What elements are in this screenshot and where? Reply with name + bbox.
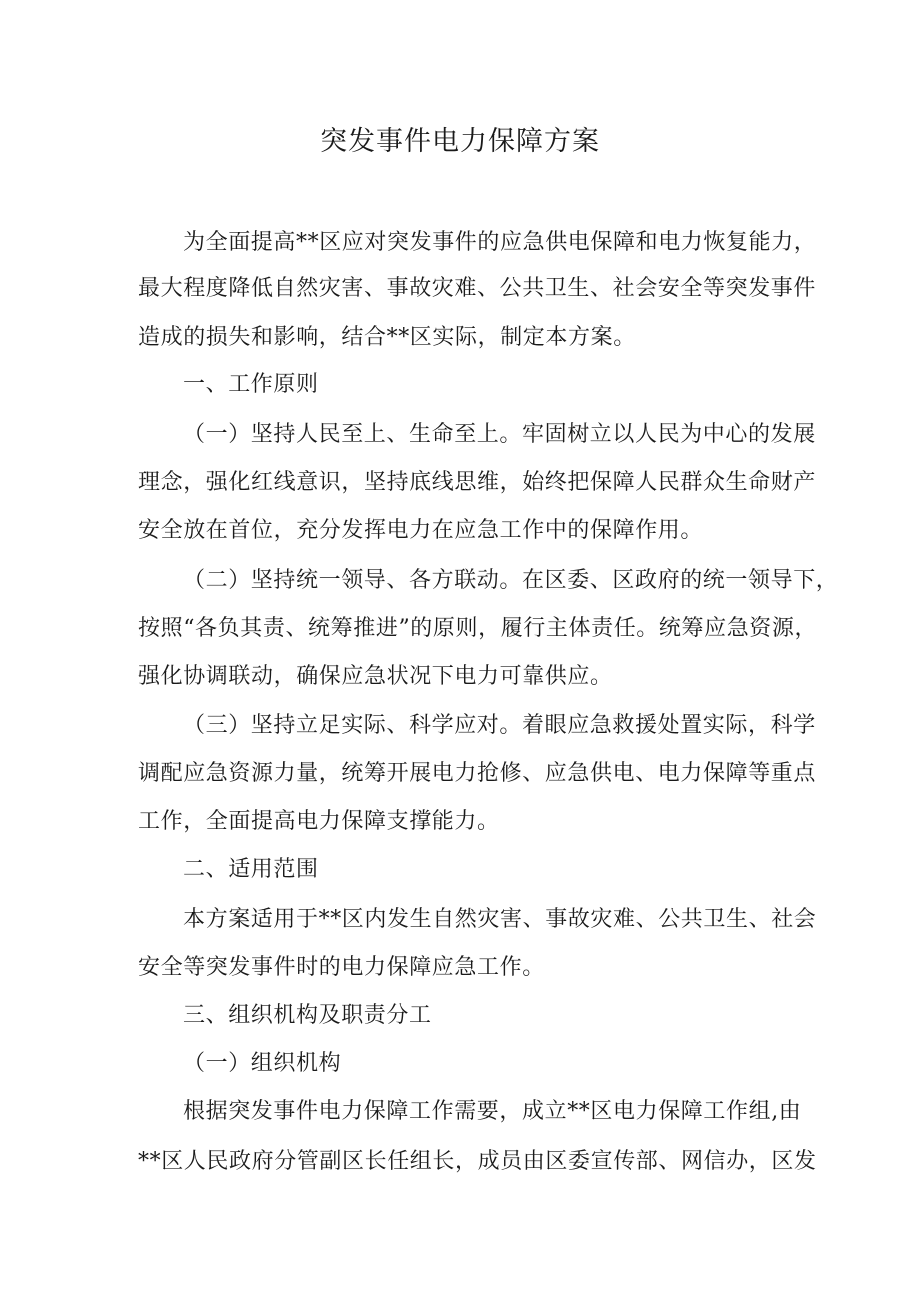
principle-1-line-2: 理念，强化红线意识，坚持底线思维，始终把保障人民群众生命财产 (138, 470, 817, 495)
principle-3-line-1: （三）坚持立足实际、科学应对。着眼应急救援处置实际，科学 (183, 713, 816, 738)
principle-3-line-2: 调配应急资源力量，统筹开展电力抢修、应急供电、电力保障等重点 (138, 761, 817, 786)
principle-2-line-1: （二）坚持统一领导、各方联动。在区委、区政府的统一领导下， (183, 568, 839, 593)
scope-line-2: 安全等突发事件时的电力保障应急工作。 (138, 955, 545, 980)
subheading-organization: （一）组织机构 (183, 1051, 342, 1076)
principle-1-line-1: （一）坚持人民至上、生命至上。牢固树立以人民为中心的发展 (183, 422, 816, 447)
principle-3-line-3: 工作，全面提高电力保障支撑能力。 (138, 809, 500, 834)
principle-1-line-3: 安全放在首位，充分发挥电力在应急工作中的保障作用。 (138, 518, 704, 543)
organization-line-2: **区人民政府分管副区长任组长，成员由区委宣传部、网信办，区发 (138, 1149, 817, 1174)
intro-line-3: 造成的损失和影响，结合**区实际，制定本方案。 (138, 325, 636, 350)
heading-work-principles: 一、工作原则 (183, 372, 319, 397)
document-title: 突发事件电力保障方案 (320, 126, 600, 157)
intro-line-2: 最大程度降低自然灾害、事故灾难、公共卫生、社会安全等突发事件 (138, 276, 817, 301)
principle-2-line-2: 按照“各负其责、统筹推进”的原则，履行主体责任。统筹应急资源， (138, 616, 818, 641)
scope-line-1: 本方案适用于**区内发生自然灾害、事故灾难、公共卫生、社会 (183, 907, 817, 932)
heading-organization: 三、组织机构及职责分工 (183, 1003, 432, 1028)
heading-scope: 二、适用范围 (183, 857, 319, 882)
organization-line-1: 根据突发事件电力保障工作需要，成立**区电力保障工作组,由 (183, 1099, 802, 1124)
intro-line-1: 为全面提高**区应对突发事件的应急供电保障和电力恢复能力， (183, 230, 817, 255)
principle-2-line-3: 强化协调联动，确保应急状况下电力可靠供应。 (138, 664, 613, 689)
